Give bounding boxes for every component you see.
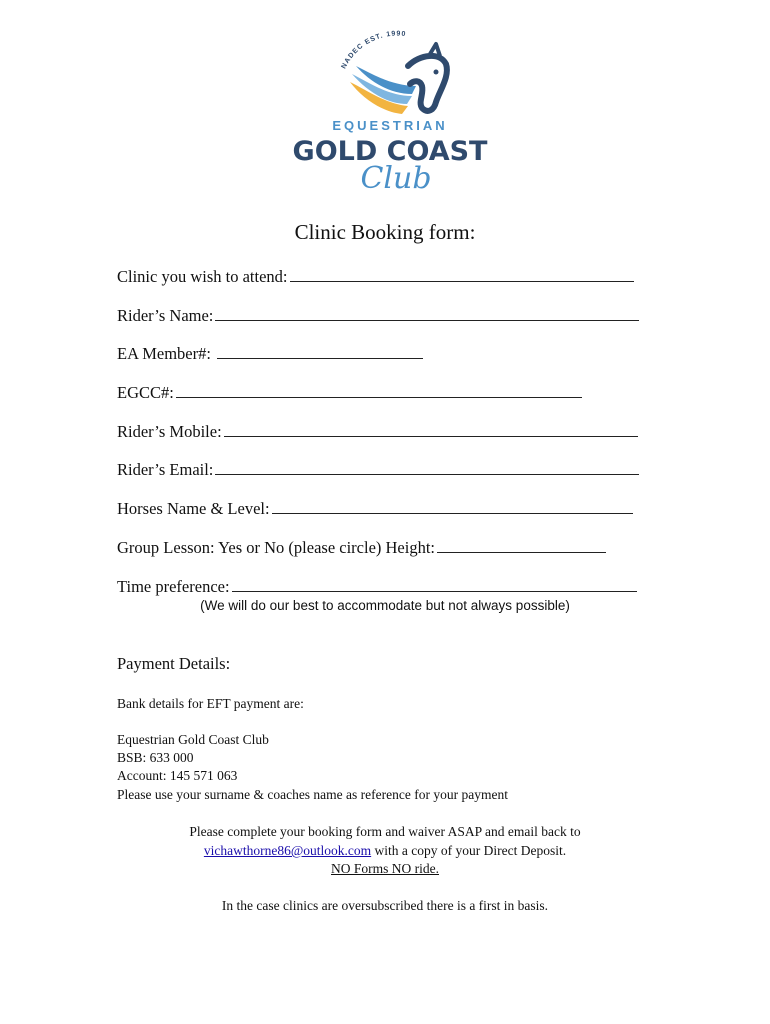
- field-horse-name-level-line[interactable]: [272, 498, 633, 514]
- field-horse-name-level[interactable]: Horses Name & Level:: [117, 498, 633, 519]
- equestrian-gold-coast-club-logo: [290, 24, 490, 200]
- payment-bsb: BSB: 633 000: [117, 750, 194, 765]
- form-title: Clinic Booking form:: [294, 220, 476, 244]
- field-rider-mobile-line[interactable]: [224, 421, 638, 437]
- payment-account-name: Equestrian Gold Coast Club: [117, 732, 269, 747]
- field-time-preference-line[interactable]: [232, 576, 637, 592]
- logo-club: Club: [360, 161, 432, 196]
- horse-head-outline: [408, 56, 447, 111]
- logo-equestrian: EQUESTRIAN: [332, 118, 448, 133]
- field-ea-member[interactable]: EA Member#:: [117, 343, 423, 364]
- oversubscribed-note: In the case clinics are oversubscribed there is a first in basis.: [221, 898, 549, 913]
- field-ea-member-line[interactable]: [217, 343, 423, 359]
- field-clinic-line[interactable]: [290, 266, 634, 282]
- horse-eye: [434, 70, 439, 75]
- logo-gold-coast: GOLD COAST: [292, 136, 488, 167]
- payment-heading: Payment Details:: [117, 654, 231, 673]
- footer-instructions: Please complete your booking form and waiver ASAP and email back to: [189, 824, 581, 839]
- field-rider-email-line[interactable]: [215, 459, 639, 475]
- field-egcc[interactable]: EGCC#:: [117, 382, 582, 403]
- mane-swoosh-blue: [356, 66, 416, 94]
- field-egcc-line[interactable]: [176, 382, 582, 398]
- field-height-line[interactable]: [437, 537, 606, 553]
- no-forms-no-ride: NO Forms NO ride.: [331, 861, 439, 876]
- contact-email-link[interactable]: vichawthorne86@outlook.com: [203, 843, 372, 858]
- payment-intro: Bank details for EFT payment are:: [117, 696, 304, 711]
- payment-account-number: Account: 145 571 063: [117, 768, 238, 783]
- field-rider-email[interactable]: Rider’s Email:: [117, 459, 639, 480]
- field-group-lesson-height[interactable]: Group Lesson: Yes or No (please circle) Height:: [117, 537, 606, 558]
- field-rider-mobile[interactable]: Rider’s Mobile:: [117, 421, 638, 442]
- field-time-preference[interactable]: Time preference:: [117, 576, 637, 597]
- field-rider-name[interactable]: Rider’s Name:: [117, 305, 639, 326]
- logo-arc-text: NADEC EST. 1990: [340, 30, 407, 71]
- time-preference-note: (We will do our best to accommodate but not always possible): [200, 598, 570, 613]
- field-rider-name-line[interactable]: [215, 305, 639, 321]
- payment-reference: Please use your surname & coaches name as reference for your payment: [117, 787, 508, 802]
- field-clinic[interactable]: Clinic you wish to attend:: [117, 266, 634, 287]
- footer-email-line: vichawthorne86@outlook.com with a copy of your Direct Deposit.: [203, 843, 567, 858]
